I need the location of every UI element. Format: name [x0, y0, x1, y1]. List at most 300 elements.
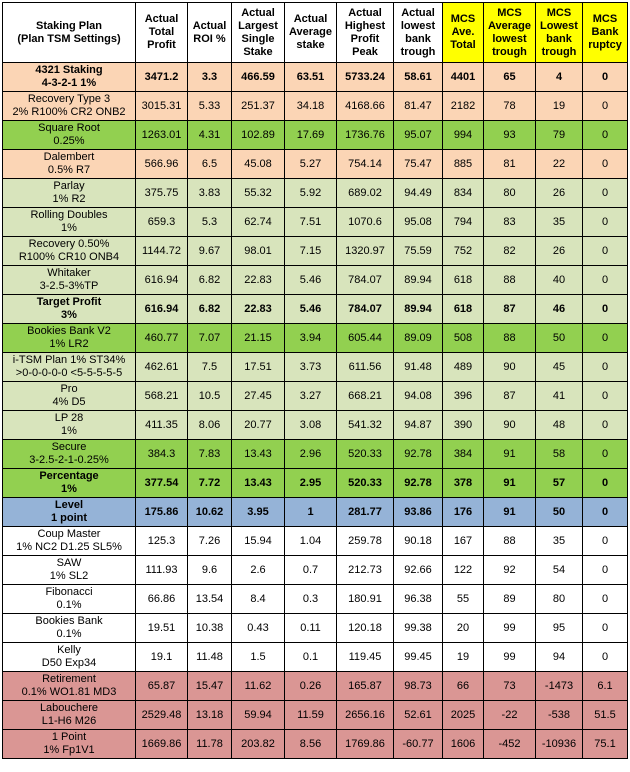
- actual-total-profit-cell: 19.1: [136, 643, 188, 672]
- mcs-average-lowest-trough-cell: 83: [484, 208, 536, 237]
- staking-plan-cell: [3, 672, 136, 701]
- staking-plan-cell: [3, 150, 136, 179]
- mcs-ave-total-cell: 885: [443, 150, 484, 179]
- mcs-bankruptcy-cell: 0: [583, 63, 628, 92]
- plan-name: SAW: [56, 557, 82, 569]
- table-row: [3, 92, 628, 121]
- actual-total-profit-cell: 175.86: [136, 498, 188, 527]
- staking-plan-cell: [3, 92, 136, 121]
- staking-plan-cell: [3, 411, 136, 440]
- actual-roi-cell: 5.33: [188, 92, 232, 121]
- actual-average-stake-cell: 3.73: [285, 353, 337, 382]
- mcs-average-lowest-trough-cell: 99: [484, 614, 536, 643]
- mcs-lowest-bank-trough-cell: 35: [536, 208, 583, 237]
- actual-highest-profit-peak-cell: 784.07: [337, 266, 394, 295]
- table-row: [3, 411, 628, 440]
- actual-average-stake-cell: 3.08: [285, 411, 337, 440]
- actual-largest-single-stake-cell: 13.43: [232, 440, 285, 469]
- actual-largest-single-stake-cell: 11.62: [232, 672, 285, 701]
- plan-name: Retirement: [42, 673, 96, 685]
- staking-plan-cell: [3, 208, 136, 237]
- mcs-ave-total-cell: 618: [443, 266, 484, 295]
- actual-lowest-bank-trough-cell: 58.61: [394, 63, 443, 92]
- actual-lowest-bank-trough-cell: 91.48: [394, 353, 443, 382]
- actual-total-profit-cell: 411.35: [136, 411, 188, 440]
- actual-lowest-bank-trough-cell: -60.77: [394, 730, 443, 759]
- actual-largest-single-stake-cell: 20.77: [232, 411, 285, 440]
- actual-lowest-bank-trough-cell: 92.78: [394, 469, 443, 498]
- actual-average-stake-cell: 3.94: [285, 324, 337, 353]
- actual-lowest-bank-trough-cell: 90.18: [394, 527, 443, 556]
- actual-roi-cell: 11.48: [188, 643, 232, 672]
- staking-plan-cell: [3, 730, 136, 759]
- actual-roi-cell: 15.47: [188, 672, 232, 701]
- actual-total-profit-cell: 616.94: [136, 295, 188, 324]
- plan-name: Fibonacci: [45, 586, 93, 598]
- staking-plan-cell: [3, 556, 136, 585]
- table-row: [3, 701, 628, 730]
- table-row: [3, 440, 628, 469]
- actual-total-profit-cell: 3471.2: [136, 63, 188, 92]
- mcs-bankruptcy-cell: 0: [583, 440, 628, 469]
- plan-settings: 1% LR2: [49, 338, 89, 350]
- staking-plan-table: [2, 2, 628, 759]
- plan-settings: 0.25%: [53, 135, 85, 147]
- header-mcs-ave-total: MCS Ave. Total: [443, 3, 484, 63]
- mcs-bankruptcy-cell: 0: [583, 382, 628, 411]
- plan-settings: 3%: [61, 309, 77, 321]
- mcs-lowest-bank-trough-cell: 95: [536, 614, 583, 643]
- actual-total-profit-cell: 125.3: [136, 527, 188, 556]
- mcs-ave-total-cell: 4401: [443, 63, 484, 92]
- mcs-lowest-bank-trough-cell: 22: [536, 150, 583, 179]
- actual-largest-single-stake-cell: 59.94: [232, 701, 285, 730]
- mcs-ave-total-cell: 2182: [443, 92, 484, 121]
- mcs-lowest-bank-trough-cell: 4: [536, 63, 583, 92]
- actual-total-profit-cell: 1263.01: [136, 121, 188, 150]
- plan-settings: 1% R2: [52, 193, 86, 205]
- mcs-average-lowest-trough-cell: 88: [484, 324, 536, 353]
- mcs-lowest-bank-trough-cell: 80: [536, 585, 583, 614]
- plan-name: Target Profit: [36, 296, 102, 308]
- actual-roi-cell: 7.83: [188, 440, 232, 469]
- staking-plan-cell: [3, 237, 136, 266]
- actual-average-stake-cell: 1: [285, 498, 337, 527]
- mcs-ave-total-cell: 19: [443, 643, 484, 672]
- table-row: [3, 556, 628, 585]
- table-row: [3, 382, 628, 411]
- actual-highest-profit-peak-cell: 1320.97: [337, 237, 394, 266]
- actual-total-profit-cell: 1669.86: [136, 730, 188, 759]
- table-row: [3, 208, 628, 237]
- actual-lowest-bank-trough-cell: 75.47: [394, 150, 443, 179]
- plan-settings: 4% D5: [52, 396, 86, 408]
- plan-name: Parlay: [53, 180, 85, 192]
- actual-highest-profit-peak-cell: 605.44: [337, 324, 394, 353]
- actual-average-stake-cell: 7.51: [285, 208, 337, 237]
- actual-lowest-bank-trough-cell: 89.94: [394, 295, 443, 324]
- mcs-lowest-bank-trough-cell: -1473: [536, 672, 583, 701]
- table-row: [3, 237, 628, 266]
- mcs-ave-total-cell: 834: [443, 179, 484, 208]
- mcs-bankruptcy-cell: 51.5: [583, 701, 628, 730]
- actual-average-stake-cell: 3.27: [285, 382, 337, 411]
- mcs-ave-total-cell: 508: [443, 324, 484, 353]
- actual-roi-cell: 9.6: [188, 556, 232, 585]
- staking-plan-cell: [3, 440, 136, 469]
- actual-roi-cell: 7.07: [188, 324, 232, 353]
- actual-lowest-bank-trough-cell: 92.66: [394, 556, 443, 585]
- plan-name: Level: [54, 499, 84, 511]
- mcs-ave-total-cell: 752: [443, 237, 484, 266]
- table-row: [3, 498, 628, 527]
- plan-name: Recovery Type 3: [27, 93, 111, 105]
- plan-settings: 1%: [61, 425, 77, 437]
- actual-lowest-bank-trough-cell: 95.07: [394, 121, 443, 150]
- actual-average-stake-cell: 5.92: [285, 179, 337, 208]
- mcs-ave-total-cell: 794: [443, 208, 484, 237]
- staking-plan-cell: [3, 324, 136, 353]
- staking-plan-cell: [3, 382, 136, 411]
- actual-roi-cell: 13.18: [188, 701, 232, 730]
- actual-lowest-bank-trough-cell: 92.78: [394, 440, 443, 469]
- plan-name: i-TSM Plan 1% ST34%: [12, 354, 126, 366]
- actual-highest-profit-peak-cell: 4168.66: [337, 92, 394, 121]
- mcs-lowest-bank-trough-cell: 26: [536, 237, 583, 266]
- mcs-bankruptcy-cell: 0: [583, 295, 628, 324]
- actual-largest-single-stake-cell: 203.82: [232, 730, 285, 759]
- table-row: [3, 527, 628, 556]
- plan-name: Whitaker: [47, 267, 91, 279]
- actual-roi-cell: 8.06: [188, 411, 232, 440]
- actual-largest-single-stake-cell: 22.83: [232, 266, 285, 295]
- actual-roi-cell: 5.3: [188, 208, 232, 237]
- actual-largest-single-stake-cell: 0.43: [232, 614, 285, 643]
- plan-settings: 0.1%: [56, 628, 82, 640]
- mcs-average-lowest-trough-cell: 65: [484, 63, 536, 92]
- mcs-average-lowest-trough-cell: 93: [484, 121, 536, 150]
- plan-name: Labouchere: [39, 702, 99, 714]
- header-actual-highest-profit-peak: Actual Highest Profit Peak: [337, 3, 394, 63]
- actual-total-profit-cell: 375.75: [136, 179, 188, 208]
- table-row: [3, 469, 628, 498]
- actual-largest-single-stake-cell: 8.4: [232, 585, 285, 614]
- mcs-lowest-bank-trough-cell: 41: [536, 382, 583, 411]
- plan-settings: 2% R100% CR2 ONB2: [12, 106, 126, 118]
- actual-total-profit-cell: 19.51: [136, 614, 188, 643]
- mcs-average-lowest-trough-cell: 91: [484, 469, 536, 498]
- header-mcs-lowest-bank-trough: MCS Lowest bank trough: [536, 3, 583, 63]
- mcs-ave-total-cell: 618: [443, 295, 484, 324]
- actual-highest-profit-peak-cell: 180.91: [337, 585, 394, 614]
- table-row: [3, 614, 628, 643]
- mcs-lowest-bank-trough-cell: 94: [536, 643, 583, 672]
- actual-average-stake-cell: 1.04: [285, 527, 337, 556]
- mcs-ave-total-cell: 66: [443, 672, 484, 701]
- plan-name: Kelly: [57, 644, 81, 656]
- mcs-average-lowest-trough-cell: 99: [484, 643, 536, 672]
- actual-lowest-bank-trough-cell: 93.86: [394, 498, 443, 527]
- mcs-ave-total-cell: 55: [443, 585, 484, 614]
- plan-name: Percentage: [39, 470, 99, 482]
- mcs-average-lowest-trough-cell: 90: [484, 353, 536, 382]
- mcs-average-lowest-trough-cell: 82: [484, 237, 536, 266]
- table-row: [3, 585, 628, 614]
- actual-roi-cell: 7.26: [188, 527, 232, 556]
- mcs-ave-total-cell: 20: [443, 614, 484, 643]
- actual-total-profit-cell: 616.94: [136, 266, 188, 295]
- staking-plan-cell: [3, 353, 136, 382]
- actual-total-profit-cell: 3015.31: [136, 92, 188, 121]
- mcs-bankruptcy-cell: 0: [583, 208, 628, 237]
- actual-average-stake-cell: 7.15: [285, 237, 337, 266]
- mcs-average-lowest-trough-cell: -22: [484, 701, 536, 730]
- mcs-bankruptcy-cell: 75.1: [583, 730, 628, 759]
- plan-name: Recovery 0.50%: [28, 238, 110, 250]
- mcs-lowest-bank-trough-cell: 79: [536, 121, 583, 150]
- mcs-average-lowest-trough-cell: 80: [484, 179, 536, 208]
- actual-roi-cell: 10.38: [188, 614, 232, 643]
- actual-lowest-bank-trough-cell: 99.38: [394, 614, 443, 643]
- actual-largest-single-stake-cell: 3.95: [232, 498, 285, 527]
- staking-plan-cell: [3, 179, 136, 208]
- mcs-average-lowest-trough-cell: 87: [484, 382, 536, 411]
- actual-total-profit-cell: 65.87: [136, 672, 188, 701]
- actual-largest-single-stake-cell: 21.15: [232, 324, 285, 353]
- mcs-average-lowest-trough-cell: 91: [484, 498, 536, 527]
- actual-roi-cell: 4.31: [188, 121, 232, 150]
- actual-average-stake-cell: 0.3: [285, 585, 337, 614]
- plan-name: Rolling Doubles: [30, 209, 108, 221]
- actual-total-profit-cell: 566.96: [136, 150, 188, 179]
- staking-plan-cell: [3, 527, 136, 556]
- actual-highest-profit-peak-cell: 119.45: [337, 643, 394, 672]
- actual-largest-single-stake-cell: 2.6: [232, 556, 285, 585]
- actual-lowest-bank-trough-cell: 75.59: [394, 237, 443, 266]
- mcs-bankruptcy-cell: 0: [583, 179, 628, 208]
- actual-largest-single-stake-cell: 45.08: [232, 150, 285, 179]
- actual-highest-profit-peak-cell: 520.33: [337, 440, 394, 469]
- mcs-bankruptcy-cell: 0: [583, 324, 628, 353]
- mcs-bankruptcy-cell: 0: [583, 150, 628, 179]
- plan-settings: 1 point: [50, 512, 88, 524]
- mcs-ave-total-cell: 390: [443, 411, 484, 440]
- mcs-bankruptcy-cell: 0: [583, 237, 628, 266]
- actual-highest-profit-peak-cell: 520.33: [337, 469, 394, 498]
- actual-largest-single-stake-cell: 15.94: [232, 527, 285, 556]
- actual-total-profit-cell: 460.77: [136, 324, 188, 353]
- actual-lowest-bank-trough-cell: 89.09: [394, 324, 443, 353]
- actual-lowest-bank-trough-cell: 94.87: [394, 411, 443, 440]
- actual-highest-profit-peak-cell: 2656.16: [337, 701, 394, 730]
- mcs-lowest-bank-trough-cell: 50: [536, 324, 583, 353]
- mcs-average-lowest-trough-cell: 78: [484, 92, 536, 121]
- actual-roi-cell: 13.54: [188, 585, 232, 614]
- mcs-bankruptcy-cell: 0: [583, 92, 628, 121]
- plan-name: Pro: [60, 383, 78, 395]
- actual-highest-profit-peak-cell: 120.18: [337, 614, 394, 643]
- actual-largest-single-stake-cell: 27.45: [232, 382, 285, 411]
- mcs-average-lowest-trough-cell: 91: [484, 440, 536, 469]
- plan-name: Coup Master: [37, 528, 101, 540]
- mcs-bankruptcy-cell: 6.1: [583, 672, 628, 701]
- actual-highest-profit-peak-cell: 1769.86: [337, 730, 394, 759]
- actual-highest-profit-peak-cell: 259.78: [337, 527, 394, 556]
- actual-largest-single-stake-cell: 466.59: [232, 63, 285, 92]
- actual-highest-profit-peak-cell: 754.14: [337, 150, 394, 179]
- plan-name: Bookies Bank: [35, 615, 103, 627]
- header-actual-roi: Actual ROI %: [188, 3, 232, 63]
- actual-average-stake-cell: 0.7: [285, 556, 337, 585]
- actual-highest-profit-peak-cell: 281.77: [337, 498, 394, 527]
- plan-name: Bookies Bank V2: [27, 325, 111, 337]
- actual-lowest-bank-trough-cell: 94.49: [394, 179, 443, 208]
- actual-roi-cell: 10.5: [188, 382, 232, 411]
- staking-plan-cell: [3, 643, 136, 672]
- mcs-bankruptcy-cell: 0: [583, 469, 628, 498]
- mcs-bankruptcy-cell: 0: [583, 353, 628, 382]
- mcs-bankruptcy-cell: 0: [583, 614, 628, 643]
- actual-total-profit-cell: 377.54: [136, 469, 188, 498]
- mcs-lowest-bank-trough-cell: 46: [536, 295, 583, 324]
- actual-highest-profit-peak-cell: 611.56: [337, 353, 394, 382]
- mcs-lowest-bank-trough-cell: -10936: [536, 730, 583, 759]
- mcs-lowest-bank-trough-cell: 35: [536, 527, 583, 556]
- actual-largest-single-stake-cell: 62.74: [232, 208, 285, 237]
- plan-name: 4321 Staking: [35, 64, 103, 76]
- plan-name: Secure: [51, 441, 87, 453]
- actual-roi-cell: 7.72: [188, 469, 232, 498]
- plan-settings: D50 Exp34: [41, 657, 97, 669]
- actual-roi-cell: 6.5: [188, 150, 232, 179]
- mcs-ave-total-cell: 994: [443, 121, 484, 150]
- actual-largest-single-stake-cell: 13.43: [232, 469, 285, 498]
- mcs-bankruptcy-cell: 0: [583, 266, 628, 295]
- actual-highest-profit-peak-cell: 668.21: [337, 382, 394, 411]
- mcs-bankruptcy-cell: 0: [583, 121, 628, 150]
- actual-average-stake-cell: 0.26: [285, 672, 337, 701]
- header-mcs-bankruptcy: MCS Bank ruptcy: [583, 3, 628, 63]
- actual-roi-cell: 3.83: [188, 179, 232, 208]
- table-row: [3, 643, 628, 672]
- plan-name: 1 Point: [51, 731, 87, 743]
- mcs-bankruptcy-cell: 0: [583, 556, 628, 585]
- staking-plan-cell: [3, 701, 136, 730]
- actual-average-stake-cell: 5.46: [285, 266, 337, 295]
- mcs-lowest-bank-trough-cell: 40: [536, 266, 583, 295]
- actual-roi-cell: 11.78: [188, 730, 232, 759]
- mcs-ave-total-cell: 384: [443, 440, 484, 469]
- mcs-ave-total-cell: 1606: [443, 730, 484, 759]
- actual-total-profit-cell: 462.61: [136, 353, 188, 382]
- staking-plan-cell: [3, 121, 136, 150]
- mcs-bankruptcy-cell: 0: [583, 527, 628, 556]
- table-body: [3, 63, 628, 759]
- actual-average-stake-cell: 0.11: [285, 614, 337, 643]
- actual-largest-single-stake-cell: 251.37: [232, 92, 285, 121]
- mcs-average-lowest-trough-cell: 88: [484, 527, 536, 556]
- plan-name: Dalembert: [43, 151, 95, 163]
- table-row: [3, 179, 628, 208]
- actual-highest-profit-peak-cell: 784.07: [337, 295, 394, 324]
- actual-average-stake-cell: 5.27: [285, 150, 337, 179]
- actual-roi-cell: 6.82: [188, 295, 232, 324]
- actual-lowest-bank-trough-cell: 81.47: [394, 92, 443, 121]
- plan-settings: 1% SL2: [49, 570, 89, 582]
- header-staking-plan: Staking Plan (Plan TSM Settings): [3, 3, 136, 63]
- staking-plan-cell: [3, 266, 136, 295]
- header-mcs-average-lowest-trough: MCS Average lowest trough: [484, 3, 536, 63]
- mcs-lowest-bank-trough-cell: 54: [536, 556, 583, 585]
- plan-settings: 3-2.5-2-1-0.25%: [29, 454, 109, 466]
- actual-total-profit-cell: 66.86: [136, 585, 188, 614]
- mcs-lowest-bank-trough-cell: 48: [536, 411, 583, 440]
- actual-total-profit-cell: 659.3: [136, 208, 188, 237]
- table-row: [3, 121, 628, 150]
- plan-settings: 0.1%: [56, 599, 82, 611]
- actual-average-stake-cell: 63.51: [285, 63, 337, 92]
- actual-largest-single-stake-cell: 22.83: [232, 295, 285, 324]
- staking-plan-cell: [3, 498, 136, 527]
- mcs-bankruptcy-cell: 0: [583, 498, 628, 527]
- mcs-average-lowest-trough-cell: 92: [484, 556, 536, 585]
- mcs-average-lowest-trough-cell: 87: [484, 295, 536, 324]
- header-actual-largest-single-stake: Actual Largest Single Stake: [232, 3, 285, 63]
- actual-roi-cell: 6.82: [188, 266, 232, 295]
- mcs-lowest-bank-trough-cell: 50: [536, 498, 583, 527]
- table-row: [3, 150, 628, 179]
- mcs-ave-total-cell: 378: [443, 469, 484, 498]
- actual-total-profit-cell: 2529.48: [136, 701, 188, 730]
- staking-plan-cell: [3, 295, 136, 324]
- actual-average-stake-cell: 0.1: [285, 643, 337, 672]
- actual-average-stake-cell: 8.56: [285, 730, 337, 759]
- plan-settings: R100% CR10 ONB4: [18, 251, 120, 263]
- mcs-ave-total-cell: 167: [443, 527, 484, 556]
- plan-settings: 1% NC2 D1.25 SL5%: [16, 541, 122, 553]
- mcs-ave-total-cell: 2025: [443, 701, 484, 730]
- actual-average-stake-cell: 5.46: [285, 295, 337, 324]
- actual-highest-profit-peak-cell: 541.32: [337, 411, 394, 440]
- header-actual-average-stake: Actual Average stake: [285, 3, 337, 63]
- plan-settings: 1%: [61, 222, 77, 234]
- actual-average-stake-cell: 2.96: [285, 440, 337, 469]
- actual-largest-single-stake-cell: 1.5: [232, 643, 285, 672]
- plan-settings: >0-0-0-0-0 <5-5-5-5-5: [15, 367, 123, 379]
- actual-highest-profit-peak-cell: 212.73: [337, 556, 394, 585]
- mcs-lowest-bank-trough-cell: 19: [536, 92, 583, 121]
- mcs-ave-total-cell: 489: [443, 353, 484, 382]
- table-row: [3, 324, 628, 353]
- actual-total-profit-cell: 384.3: [136, 440, 188, 469]
- mcs-ave-total-cell: 122: [443, 556, 484, 585]
- plan-settings: 0.5% R7: [47, 164, 91, 176]
- actual-lowest-bank-trough-cell: 95.08: [394, 208, 443, 237]
- mcs-average-lowest-trough-cell: -452: [484, 730, 536, 759]
- plan-settings: 1% Fp1V1: [43, 744, 95, 756]
- plan-settings: 0.1% WO1.81 MD3: [21, 686, 117, 698]
- mcs-bankruptcy-cell: 0: [583, 411, 628, 440]
- actual-highest-profit-peak-cell: 165.87: [337, 672, 394, 701]
- actual-highest-profit-peak-cell: 689.02: [337, 179, 394, 208]
- mcs-bankruptcy-cell: 0: [583, 643, 628, 672]
- actual-average-stake-cell: 17.69: [285, 121, 337, 150]
- mcs-average-lowest-trough-cell: 89: [484, 585, 536, 614]
- mcs-average-lowest-trough-cell: 73: [484, 672, 536, 701]
- actual-lowest-bank-trough-cell: 89.94: [394, 266, 443, 295]
- table-row: [3, 672, 628, 701]
- plan-settings: 3-2.5-3%TP: [39, 280, 99, 292]
